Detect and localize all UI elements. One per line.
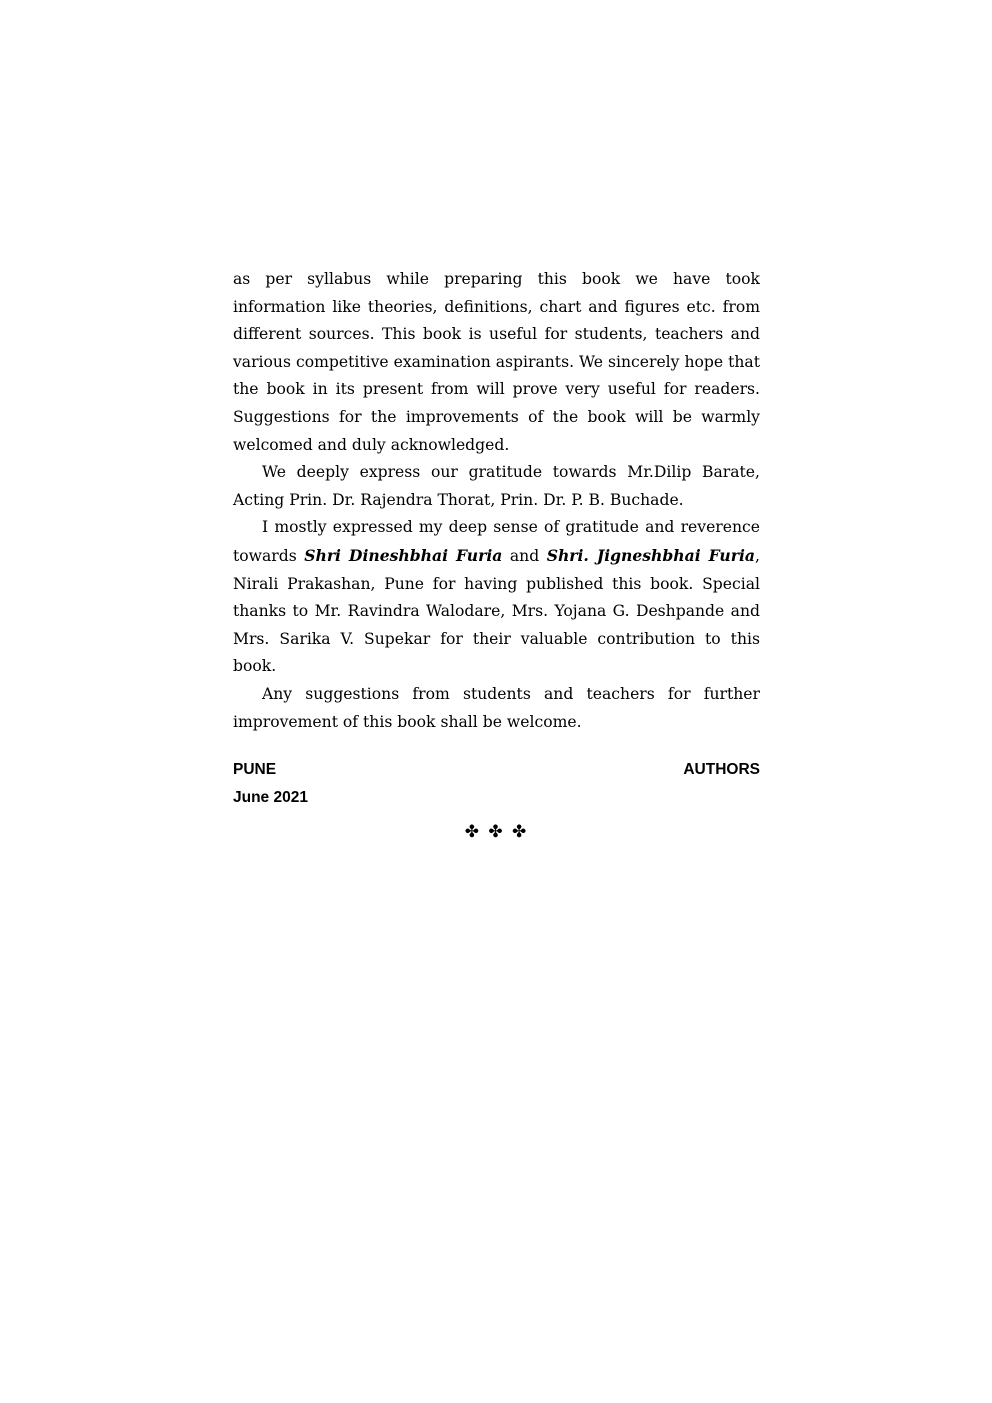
signoff-block — [233, 756, 760, 812]
preface-paragraph-1: as per syllabus while preparing this book we have took information like theories, definitions, chart and figures etc. from different sources. This book is useful for students, teachers and various competitive examination aspirants. We sincerely hope that the book in its present from will prove very useful for readers. Suggestions for the improvements of the book will be warmly welcomed and duly acknowledged. — [233, 270, 760, 454]
section-end-ornament-icon: ✤ ✤ ✤ — [464, 822, 529, 843]
preface-page — [233, 266, 760, 842]
publisher-name-1: Shri Dineshbhai Furia — [304, 545, 503, 565]
signoff-row — [233, 756, 760, 784]
signoff-place: PUNE — [233, 761, 277, 779]
preface-paragraph-2: We deeply express our gratitude towards Mr.Dilip Barate, Acting Prin. Dr. Rajendra Thorat, Prin. Dr. P. B. Buchade. — [233, 463, 760, 509]
signoff-date: June 2021 — [233, 789, 308, 807]
preface-paragraph-4: Any suggestions from students and teachers for further improvement of this book shall be welcome. — [233, 684, 760, 731]
paragraph-3-text-start: I mostly expressed my deep sense of gratitude and reverence towards — [233, 518, 760, 565]
paragraph-3-conjunction: and — [502, 546, 547, 565]
paragraph-3-text-end: , Nirali Prakashan, Pune for having published this book. Special thanks to Mr. Ravindra Walodare, Mrs. Yojana G. Deshpande and Mrs. Sarika V. Supekar for their valuable contribution to this book. — [233, 546, 760, 676]
publisher-name-2: Shri. Jigneshbhai Furia — [546, 545, 756, 565]
signoff-authors: AUTHORS — [683, 761, 760, 779]
preface-paragraph-3 — [233, 514, 760, 681]
